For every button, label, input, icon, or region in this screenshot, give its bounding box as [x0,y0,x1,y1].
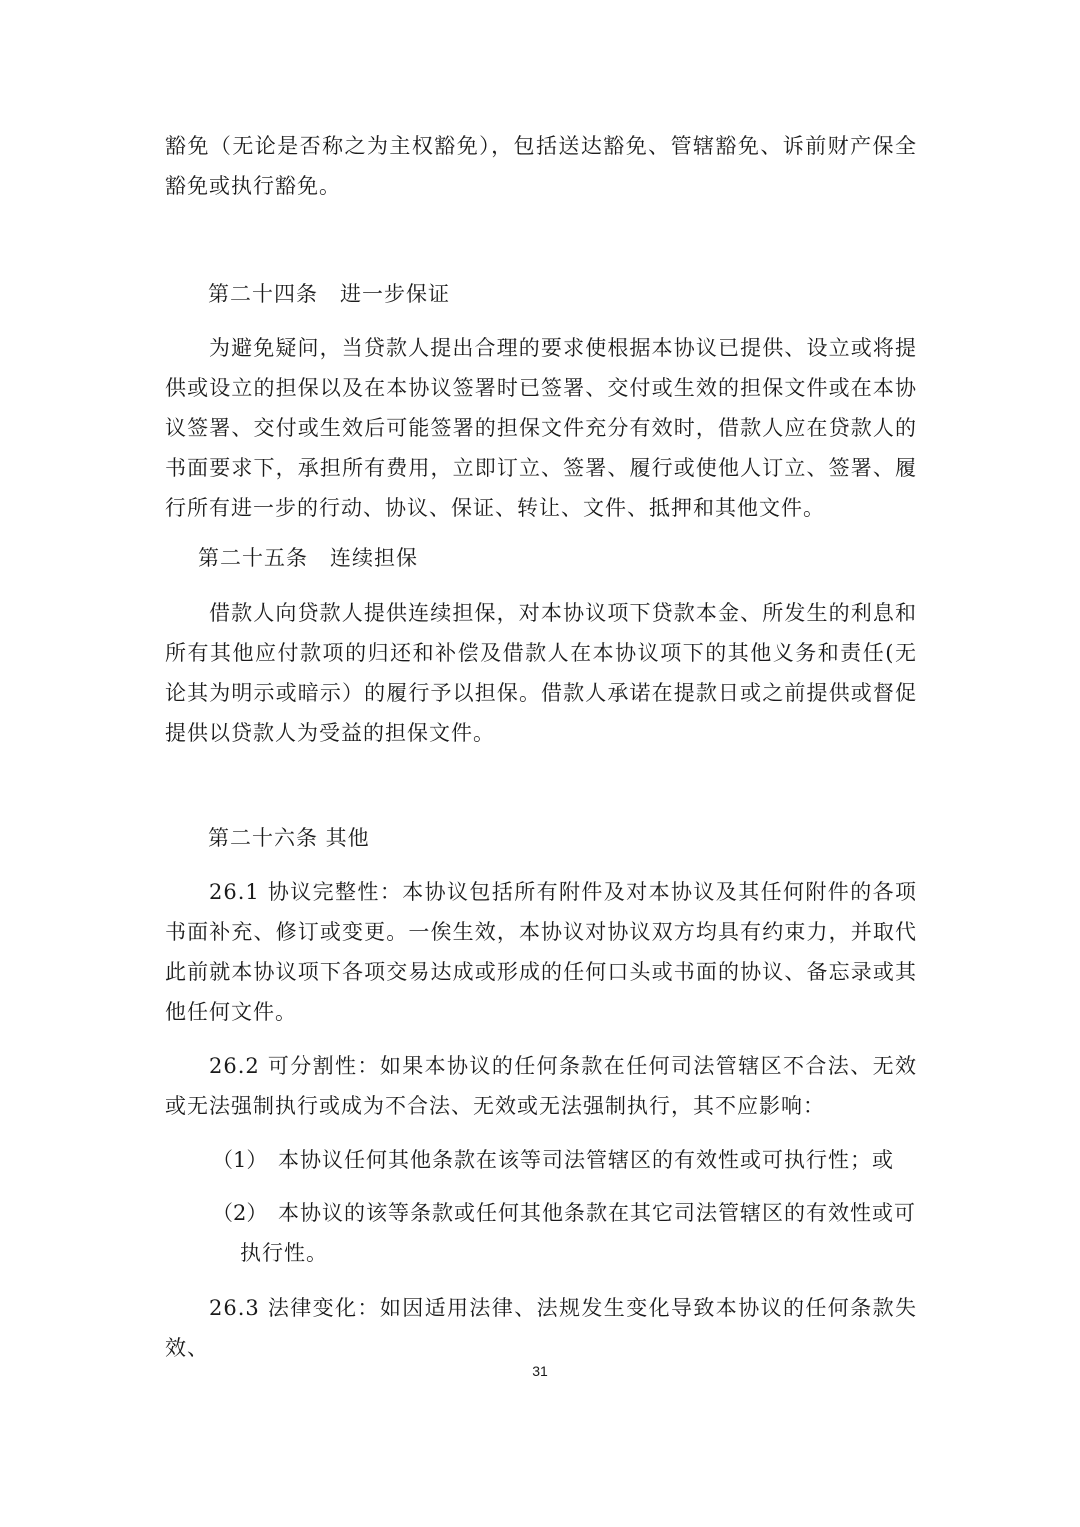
article-25-body: 借款人向贷款人提供连续担保，对本协议项下贷款本金、所发生的利息和所有其他应付款项的归还和补偿及借款人在本协议项下的其他义务和责任(无论其为明示或暗示）的履行予以担保。借款人承诺在提款日或之前提供或督促提供以贷款人为受益的担保文件。 [165,601,917,745]
item-1-text: 本协议任何其他条款在该等司法管辖区的有效性或可执行性；或 [278,1148,894,1172]
clause-26-3: 26.3 法律变化：如因适用法律、法规发生变化导致本协议的任何条款失效、 [165,1296,917,1360]
clause-26-1: 26.1 协议完整性：本协议包括所有附件及对本协议及其任何附件的各项书面补充、修订或变更。一俟生效，本协议对协议双方均具有约束力，并取代此前就本协议项下各项交易达成或形成的任何口头或书面的协议、备忘录或其他任何文件。 [165,880,917,1024]
item-2-text: 本协议的该等条款或任何其他条款在其它司法管辖区的有效性或可 [278,1201,916,1225]
item-2-text-continued: 执行性。 [240,1241,328,1265]
article-24-body: 为避免疑问，当贷款人提出合理的要求使根据本协议已提供、设立或将提供或设立的担保以及在本协议签署时已签署、交付或生效的担保文件或在本协议签署、交付或生效后可能签署的担保文件充分有效时，借款人应在贷款人的书面要求下，承担所有费用，立即订立、签署、履行或使他人订立、签署、履行所有进一步的行动、协议、保证、转让、文件、抵押和其他文件。 [165,336,917,520]
article-26-heading: 第二十六条 其他 [208,826,370,850]
item-1-number: （1） [212,1148,268,1172]
clause-26-2: 26.2 可分割性：如果本协议的任何条款在任何司法管辖区不合法、无效或无法强制执行或成为不合法、无效或无法强制执行，其不应影响： [165,1054,917,1118]
page-number: 31 [532,1363,548,1379]
top-paragraph: 豁免（无论是否称之为主权豁免），包括送达豁免、管辖豁免、诉前财产保全豁免或执行豁免。 [165,134,917,198]
article-25-heading: 第二十五条 连续担保 [198,546,418,570]
item-2-number: （2） [212,1201,268,1225]
article-24-heading: 第二十四条 进一步保证 [208,282,450,306]
